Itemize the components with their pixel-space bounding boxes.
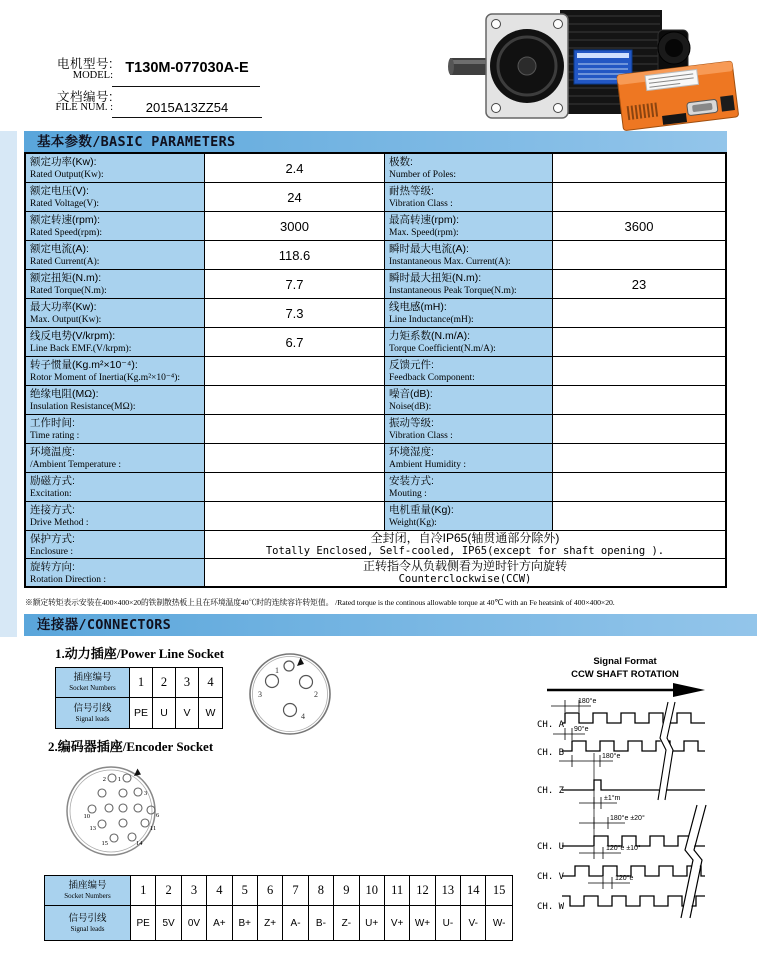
- param-label-right: 环境湿度: Ambient Humidity :: [385, 444, 553, 473]
- svg-text:10: 10: [83, 813, 90, 820]
- encoder-numbers-row: [45, 876, 512, 906]
- param-value-left: 7.7: [205, 270, 385, 299]
- table-row-enclosure: [26, 531, 725, 559]
- signal-lead-cell: 0V: [182, 906, 207, 940]
- svg-text:180°e: 180°e: [578, 698, 597, 705]
- power-numbers-row: [56, 668, 222, 698]
- signal-lead-cell: Z+: [258, 906, 283, 940]
- table-row-rotation: [26, 559, 725, 586]
- signal-lead-cell: V: [176, 698, 199, 728]
- key-arrow-icon: [134, 769, 141, 777]
- svg-text:13: 13: [89, 825, 96, 832]
- socket-number-cell: 3: [182, 876, 207, 906]
- param-value-right: [553, 415, 725, 444]
- signal-lead-cell: 5V: [156, 906, 181, 940]
- power-pin-2: [300, 676, 313, 689]
- encoder-numbers-header: 插座编号 Socket Numbers: [45, 876, 131, 906]
- svg-text:4: 4: [301, 712, 305, 721]
- power-pin-4: [284, 704, 297, 717]
- param-label-left: 励磁方式: Excitation:: [26, 473, 205, 502]
- signal-lead-cell: U+: [360, 906, 385, 940]
- socket-number-cell: 1: [131, 876, 156, 906]
- svg-text:120°e ±10°: 120°e ±10°: [606, 845, 641, 852]
- power-socket-heading: 1.动力插座/Power Line Socket: [55, 646, 225, 661]
- power-pin-3: [266, 675, 279, 688]
- param-label-left: 最大功率(Kw): Max. Output(Kw):: [26, 299, 205, 328]
- param-value-right: [553, 183, 725, 212]
- socket-number-cell: 3: [176, 668, 199, 698]
- param-label-left: 额定电流(A): Rated Current(A):: [26, 241, 205, 270]
- param-value-right: [553, 299, 725, 328]
- file-number-value: 2015A13ZZ54: [145, 100, 229, 115]
- file-underline: [112, 101, 262, 118]
- encoder-socket-heading: 2.编码器插座/Encoder Socket: [48, 739, 214, 754]
- svg-text:CH. A: CH. A: [537, 720, 565, 730]
- socket-number-cell: 10: [360, 876, 385, 906]
- table-row: [26, 183, 725, 212]
- param-label-right: 瞬时最大电流(A): Instantaneous Max. Current(A):: [385, 241, 553, 270]
- param-value-right: [553, 328, 725, 357]
- param-value-left: 2.4: [205, 154, 385, 183]
- param-value-left: 7.3: [205, 299, 385, 328]
- rotation-value: 正转指令从负载侧看为逆时针方向旋转 Counterclockwise(CCW): [362, 559, 567, 585]
- svg-text:3: 3: [144, 790, 148, 797]
- param-label-right: 振动等级: Vibration Class :: [385, 415, 553, 444]
- signal-lead-cell: A-: [283, 906, 308, 940]
- encoder-connector-diagram: [65, 765, 161, 857]
- param-value-right: [553, 386, 725, 415]
- svg-text:14: 14: [136, 840, 143, 847]
- param-label-left: 额定扭矩(N.m): Rated Torque(N.m):: [26, 270, 205, 299]
- svg-text:CH. Z: CH. Z: [537, 786, 565, 796]
- param-value-right: [553, 357, 725, 386]
- param-value-right: 23: [553, 270, 725, 299]
- param-value-right: [553, 154, 725, 183]
- param-label-right: 线电感(mH): Line Inductance(mH):: [385, 299, 553, 328]
- signal-lead-cell: W+: [410, 906, 435, 940]
- socket-number-cell: 6: [258, 876, 283, 906]
- param-label-left: 转子惯量(Kg.m²×10⁻⁴): Rotor Moment of Inertia(Kg.m²×10⁻⁴):: [26, 357, 205, 386]
- param-label-enclosure: 保护方式: Enclosure :: [26, 531, 205, 559]
- svg-text:±1°m: ±1°m: [604, 795, 621, 802]
- signal-lead-cell: PE: [131, 906, 156, 940]
- svg-text:15: 15: [101, 840, 108, 847]
- socket-number-cell: 2: [156, 876, 181, 906]
- power-connector-diagram: [248, 652, 332, 736]
- param-label-left: 线反电势(V/krpm): Line Back EMF.(V/krpm):: [26, 328, 205, 357]
- signal-lead-cell: U: [153, 698, 176, 728]
- waveform-ch-a: [562, 713, 705, 723]
- section-bar-basic-parameters: 基本参数/BASIC PARAMETERS: [24, 131, 727, 153]
- param-label-left: 工作时间: Time rating :: [26, 415, 205, 444]
- svg-text:2: 2: [314, 690, 318, 699]
- socket-number-cell: 7: [283, 876, 308, 906]
- param-label-right: 极数: Number of Poles:: [385, 154, 553, 183]
- encoder-leads-header: 信号引线 Signal leads: [45, 906, 131, 940]
- socket-number-cell: 15: [486, 876, 511, 906]
- table-row: [26, 502, 725, 531]
- socket-number-cell: 11: [385, 876, 410, 906]
- encoder-leads-row: [45, 906, 512, 940]
- param-value-left: 118.6: [205, 241, 385, 270]
- table-row: [26, 212, 725, 241]
- table-row: [26, 473, 725, 502]
- param-value-left: 6.7: [205, 328, 385, 357]
- param-value-left: [205, 415, 385, 444]
- param-label-left: 额定转速(rpm): Rated Speed(rpm):: [26, 212, 205, 241]
- param-label-left: 额定电压(V): Rated Voltage(V):: [26, 183, 205, 212]
- socket-number-cell: 12: [410, 876, 435, 906]
- param-label-right: 反馈元件: Feedback Component:: [385, 357, 553, 386]
- socket-number-cell: 8: [309, 876, 334, 906]
- param-label-rotation: 旋转方向: Rotation Direction :: [26, 559, 205, 586]
- power-pin-1: [284, 661, 294, 671]
- svg-text:1: 1: [275, 666, 279, 675]
- svg-text:CH. U: CH. U: [537, 842, 565, 852]
- svg-text:1: 1: [117, 776, 121, 783]
- table-row: [26, 415, 725, 444]
- power-socket-table: [55, 667, 223, 729]
- param-value-left: [205, 502, 385, 531]
- socket-number-cell: 2: [153, 668, 176, 698]
- signal-lead-cell: A+: [207, 906, 232, 940]
- param-value-left: 24: [205, 183, 385, 212]
- model-underline: [112, 70, 260, 87]
- param-value-left: 3000: [205, 212, 385, 241]
- svg-text:CH. W: CH. W: [537, 902, 565, 912]
- svg-text:90°e: 90°e: [574, 726, 589, 733]
- power-leads-header: 信号引线 Signal leads: [56, 698, 130, 728]
- socket-number-cell: 5: [233, 876, 258, 906]
- param-value-right: [553, 444, 725, 473]
- param-label-left: 连接方式: Drive Method :: [26, 502, 205, 531]
- waveform-ch-b: [562, 741, 705, 751]
- param-label-left: 额定功率(Kw): Rated Output(Kw):: [26, 154, 205, 183]
- model-value: T130M-077030A-E: [125, 60, 249, 76]
- waveform-ch-v: [562, 866, 705, 876]
- file-label-en: FILE NUM. :: [55, 102, 113, 113]
- param-value-left: [205, 357, 385, 386]
- svg-text:CH. B: CH. B: [537, 748, 565, 758]
- waveform-ch-z: [562, 780, 705, 790]
- model-label-cn: 电机型号:: [57, 57, 113, 71]
- signal-lead-cell: Z-: [334, 906, 359, 940]
- param-label-right: 安装方式: Mouting :: [385, 473, 553, 502]
- svg-text:CH. V: CH. V: [537, 872, 565, 882]
- param-label-right: 瞬时最大扭矩(N.m): Instantaneous Peak Torque(N.m):: [385, 270, 553, 299]
- param-label-right: 最高转速(rpm): Max. Speed(rpm):: [385, 212, 553, 241]
- param-value-left: [205, 444, 385, 473]
- signal-lead-cell: W: [205, 707, 216, 719]
- param-label-right: 力矩系数(N.m/A): Torque Coefficient(N.m/A):: [385, 328, 553, 357]
- svg-text:11: 11: [150, 825, 157, 832]
- signal-lead-cell: B+: [233, 906, 258, 940]
- signal-lead-cell: B-: [309, 906, 334, 940]
- param-value-right: [553, 473, 725, 502]
- svg-text:120°e: 120°e: [615, 875, 634, 882]
- param-value-left: [205, 386, 385, 415]
- table-row: [26, 270, 725, 299]
- table-row: [26, 154, 725, 183]
- model-label-en: MODEL:: [72, 70, 113, 81]
- rated-torque-note: ※额定转矩表示安装在400×400×20的铁制散热板上且在环境温度40℃时的连续容许转矩值。 /Rated torque is the continous allowable torque at 40℃ with an Fe heatsink of 400×400×20.: [25, 598, 615, 607]
- param-label-left: 环境温度: /Ambient Temperature :: [26, 444, 205, 473]
- svg-text:180°e ±20°: 180°e ±20°: [610, 815, 645, 822]
- table-row: [26, 386, 725, 415]
- param-label-right: 电机重量(Kg): Weight(Kg):: [385, 502, 553, 531]
- svg-text:3: 3: [258, 690, 262, 699]
- param-value-left: [205, 473, 385, 502]
- signal-subtitle: CCW SHAFT ROTATION: [571, 669, 679, 680]
- signal-lead-cell: V-: [461, 906, 486, 940]
- signal-lead-cell: W-: [492, 917, 506, 929]
- socket-number-cell: 13: [436, 876, 461, 906]
- power-leads-row: [56, 698, 222, 728]
- waveform-break-marks: [658, 702, 706, 918]
- param-value-right: 3600: [553, 212, 725, 241]
- file-label-cn: 文档编号:: [57, 90, 113, 104]
- socket-number-cell: 9: [334, 876, 359, 906]
- table-row: [26, 357, 725, 386]
- table-row: [26, 241, 725, 270]
- param-value-right: [553, 502, 725, 531]
- svg-text:2: 2: [102, 776, 106, 783]
- param-value-right: [553, 241, 725, 270]
- signal-lead-cell: U-: [436, 906, 461, 940]
- table-row: [26, 328, 725, 357]
- signal-lead-cell: V+: [385, 906, 410, 940]
- signal-format-diagram: [533, 650, 757, 957]
- table-row: [26, 444, 725, 473]
- signal-title: Signal Format: [593, 656, 657, 667]
- power-numbers-header: 插座编号 Socket Numbers: [56, 668, 130, 698]
- svg-text:6: 6: [156, 812, 160, 819]
- table-row: [26, 299, 725, 328]
- signal-lead-cell: PE: [130, 698, 153, 728]
- enclosure-value: 全封闭，自冷IP65(轴贯通部分除外) Totally Enclosed, Self-cooled, IP65(except for shaft opening ).: [205, 531, 725, 559]
- page-edge-strip: [0, 131, 17, 637]
- basic-parameters-table: [24, 152, 727, 588]
- socket-number-cell: 4: [207, 876, 232, 906]
- socket-number-cell: 1: [130, 668, 153, 698]
- section-bar-connectors: 连接器/CONNECTORS: [24, 614, 757, 636]
- param-label-left: 绝缘电阻(MΩ): Insulation Resistance(MΩ):: [26, 386, 205, 415]
- encoder-socket-table: [44, 875, 513, 941]
- socket-number-cell: 4: [199, 668, 222, 698]
- param-label-right: 耐热等级: Vibration Class :: [385, 183, 553, 212]
- product-photo: [442, 2, 754, 132]
- svg-text:180°e: 180°e: [602, 753, 621, 760]
- param-label-right: 噪音(dB): Noise(dB):: [385, 386, 553, 415]
- socket-number-cell: 14: [461, 876, 486, 906]
